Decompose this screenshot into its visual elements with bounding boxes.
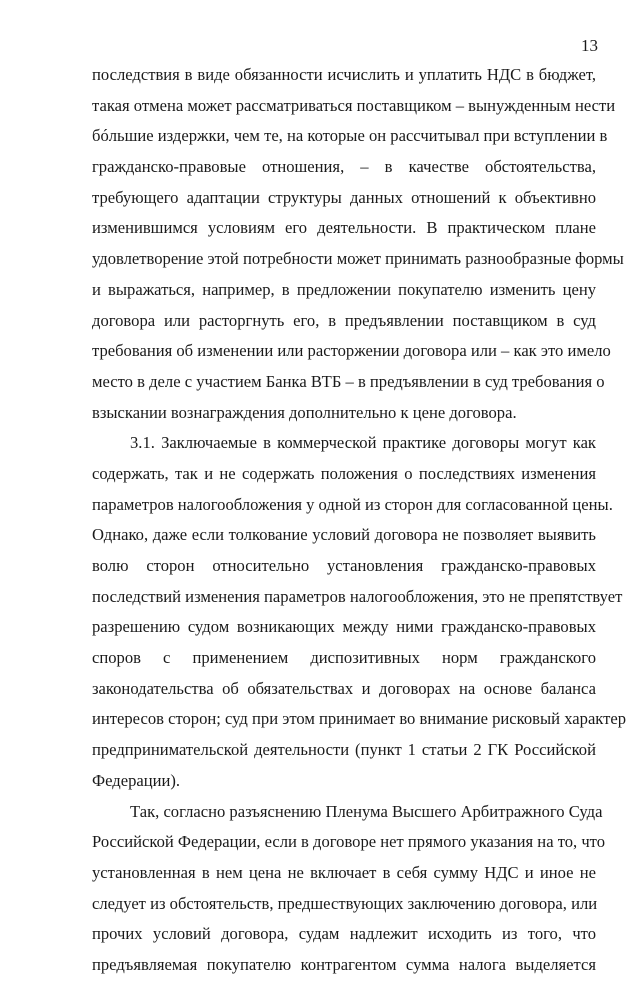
text-line: бóльшие издержки, чем те, на которые он рассчитывал при вступлении в	[92, 126, 608, 146]
text-line: законодательства об обязательствах и договорах на основе баланса	[92, 678, 596, 698]
text-line: последствия в виде обязанности исчислить и уплатить НДС в бюджет,	[92, 65, 596, 84]
text-line: такая отмена может рассматриваться поставщиком – вынужденным нести	[92, 95, 616, 115]
text-line: волю сторон относительно установления гражданско-правовых	[92, 556, 596, 575]
text-line: разрешению судом возникающих между ними гражданско-правовых	[92, 617, 596, 637]
text-line: гражданско-правовые отношения, – в качестве обстоятельства,	[92, 157, 596, 177]
text-line: место в деле с участием Банка ВТБ – в предъявлении в суд требования о	[92, 371, 605, 391]
text-line: Так, согласно разъяснению Пленума Высшего Арбитражного Суда	[130, 801, 603, 821]
text-line: споров с применением диспозитивных норм гражданского	[92, 648, 596, 668]
text-line: требующего адаптации структуры данных отношений к объективно	[92, 187, 596, 207]
paragraph-3	[92, 797, 606, 981]
text-line: следует из обстоятельств, предшествующих заключению договора, или	[92, 893, 598, 913]
text-line: параметров налогообложения у одной из сторон для согласованной цены.	[92, 494, 613, 514]
text-line: изменившимся условиям его деятельности. В практическом плане	[92, 218, 596, 238]
text-line: Российской Федерации, если в договоре нет прямого указания на то, что	[92, 832, 606, 852]
text-line: договора или расторгнуть его, в предъявлении поставщиком в суд	[92, 310, 596, 330]
text-line: установленная в нем цена не включает в себя сумму НДС и иное не	[92, 862, 596, 882]
paragraph-2	[92, 428, 627, 796]
text-line: предпринимательской деятельности (пункт 1 статьи 2 ГК Российской	[92, 740, 596, 760]
text-line: Федерации).	[92, 770, 181, 790]
text-line: содержать, так и не содержать положения о последствиях изменения	[92, 463, 596, 483]
page-number: 13	[581, 36, 598, 55]
text-line: последствий изменения параметров налогообложения, это не препятствует	[92, 586, 623, 606]
text-line: и выражаться, например, в предложении покупателю изменить цену	[92, 279, 596, 299]
text-line: Однако, даже если толкование условий договора не позволяет выявить	[92, 525, 596, 545]
text-line: взыскании вознаграждения дополнительно к цене договора.	[92, 402, 517, 422]
text-line: прочих условий договора, судам надлежит исходить из того, что	[92, 924, 596, 944]
document-body	[92, 60, 627, 981]
text-line: 3.1. Заключаемые в коммерческой практике договоры могут как	[130, 433, 596, 453]
text-line: предъявляемая покупателю контрагентом сумма налога выделяется	[92, 954, 596, 974]
text-line: требования об изменении или расторжении договора или – как это имело	[92, 341, 611, 361]
text-line: интересов сторон; суд при этом принимает во внимание рисковый характер	[92, 709, 627, 729]
paragraph-1	[92, 60, 624, 428]
text-line: удовлетворение этой потребности может принимать разнообразные формы	[92, 249, 624, 269]
